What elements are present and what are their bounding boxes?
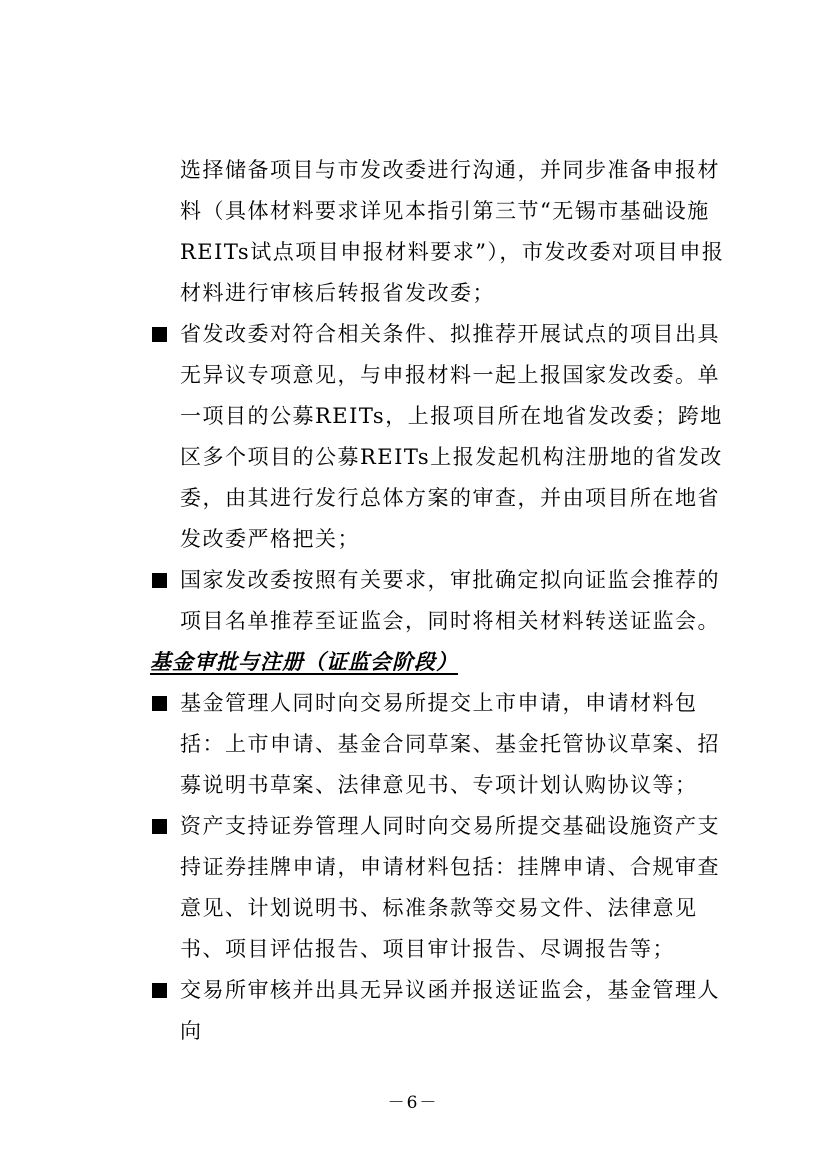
page-number: －6－ <box>387 1093 439 1113</box>
section-heading: 基金审批与注册（证监会阶段） <box>150 650 458 674</box>
square-bullet-icon <box>152 327 167 342</box>
intro-paragraph: 选择储备项目与市发改委进行沟通，并同步准备申报材料（具体材料要求详见本指引第三节“无锡市基础设施REITs试点项目申报材料要求”），市发改委对项目申报材料进行审核后转报省发改委； <box>180 158 725 305</box>
page-content <box>150 150 740 1052</box>
square-bullet-icon <box>152 983 167 998</box>
list-item <box>150 683 740 806</box>
square-bullet-icon <box>152 696 167 711</box>
list-item-text: 交易所审核并出具无异议函并报送证监会，基金管理人向 <box>180 978 720 1043</box>
list-item <box>150 970 740 1052</box>
list-item-text: 资产支持证券管理人同时向交易所提交基础设施资产支持证券挂牌申请，申请材料包括：挂牌申请、合规审查意见、计划说明书、标准条款等交易文件、法律意见书、项目评估报告、项目审计报告、尽调报告等； <box>180 814 720 961</box>
list-item <box>150 560 740 642</box>
list-item <box>150 806 740 970</box>
list-item-text: 基金管理人同时向交易所提交上市申请，申请材料包括：上市申请、基金合同草案、基金托管协议草案、招募说明书草案、法律意见书、专项计划认购协议等； <box>180 691 720 797</box>
list-item-text: 国家发改委按照有关要求，审批确定拟向证监会推荐的项目名单推荐至证监会，同时将相关材料转送证监会。 <box>180 568 720 633</box>
list-item-text: 省发改委对符合相关条件、拟推荐开展试点的项目出具无异议专项意见，与申报材料一起上报国家发改委。单一项目的公募REITs，上报项目所在地省发改委；跨地区多个项目的公募REITs上报发起机构注册地的省发改委，由其进行发行总体方案的审查，并由项目所在地省发改委严格把关； <box>180 322 723 551</box>
list-item <box>150 314 740 560</box>
square-bullet-icon <box>152 573 167 588</box>
square-bullet-icon <box>152 819 167 834</box>
